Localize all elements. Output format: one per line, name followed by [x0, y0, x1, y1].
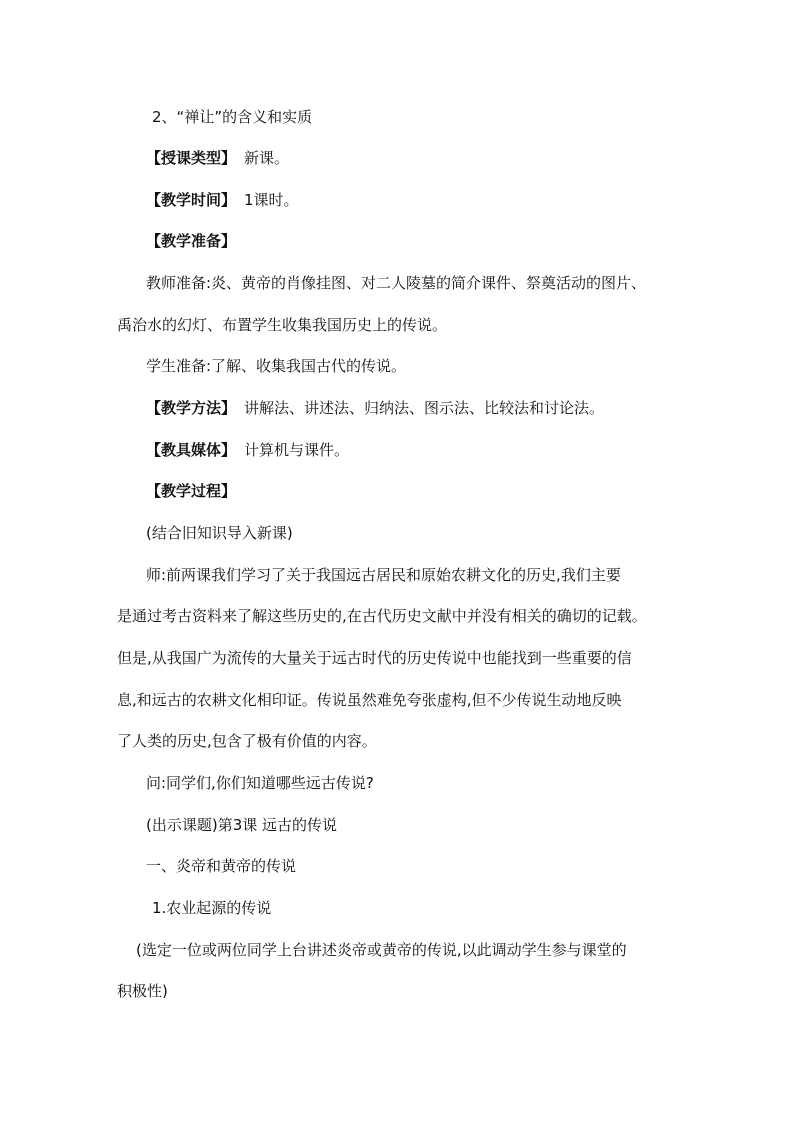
teacher-paragraph-line: 但是,从我国广为流传的大量关于远古时代的历史传说中也能找到一些重要的信 — [117, 649, 632, 667]
methods-value: 讲解法、讲述法、归纳法、图示法、比较法和讨论法。 — [244, 399, 605, 417]
process-label: 【教学过程】 — [146, 482, 237, 500]
teacher-paragraph-line: 了人类的历史,包含了极有价值的内容。 — [117, 732, 377, 750]
topic-line: (出示课题)第3课 远古的传说 — [146, 816, 338, 834]
section-1-heading: 一、炎帝和黄帝的传说 — [146, 857, 297, 875]
teaching-time-label: 【教学时间】 — [146, 191, 237, 209]
teacher-paragraph-line: 息,和远古的农耕文化相印证。传说虽然难免夸张虚构,但不少传说生动地反映 — [117, 691, 622, 709]
question-line: 问:同学们,你们知道哪些远古传说? — [146, 774, 374, 792]
student-preparation: 学生准备:了解、收集我国古代的传说。 — [146, 357, 407, 375]
subsection-1-heading: 1.农业起源的传说 — [152, 899, 272, 917]
lesson-type-label: 【授课类型】 — [146, 149, 237, 167]
process-intro: (结合旧知识导入新课) — [146, 524, 293, 542]
media-label: 【教具媒体】 — [146, 441, 237, 459]
media-value: 计算机与课件。 — [244, 441, 350, 459]
teacher-paragraph-line: 是通过考古资料来了解这些历史的,在古代历史文献中并没有相关的确切的记载。 — [117, 607, 647, 625]
media-row — [146, 440, 349, 460]
preparation-label: 【教学准备】 — [146, 232, 237, 250]
teacher-preparation-line-1: 教师准备:炎、黄帝的肖像挂图、对二人陵墓的简介课件、祭奠活动的图片、 — [146, 274, 647, 292]
methods-label: 【教学方法】 — [146, 399, 237, 417]
teacher-paragraph-line: 师:前两课我们学习了关于我国远古居民和原始农耕文化的历史,我们主要 — [146, 566, 621, 584]
activity-line-2: 积极性) — [117, 982, 168, 1000]
methods-row — [146, 398, 604, 418]
lesson-type-value: 新课。 — [244, 149, 290, 167]
teaching-time-row — [146, 190, 299, 210]
activity-line-1: (选定一位或两位同学上台讲述炎帝或黄帝的传说,以此调动学生参与课堂的 — [136, 941, 627, 959]
teaching-time-value: 1课时。 — [244, 191, 299, 209]
lesson-type-row — [146, 148, 289, 168]
item-2-heading: 2、“禅让”的含义和实质 — [152, 108, 313, 126]
teacher-preparation-line-2: 禹治水的幻灯、布置学生收集我国历史上的传说。 — [117, 316, 448, 334]
